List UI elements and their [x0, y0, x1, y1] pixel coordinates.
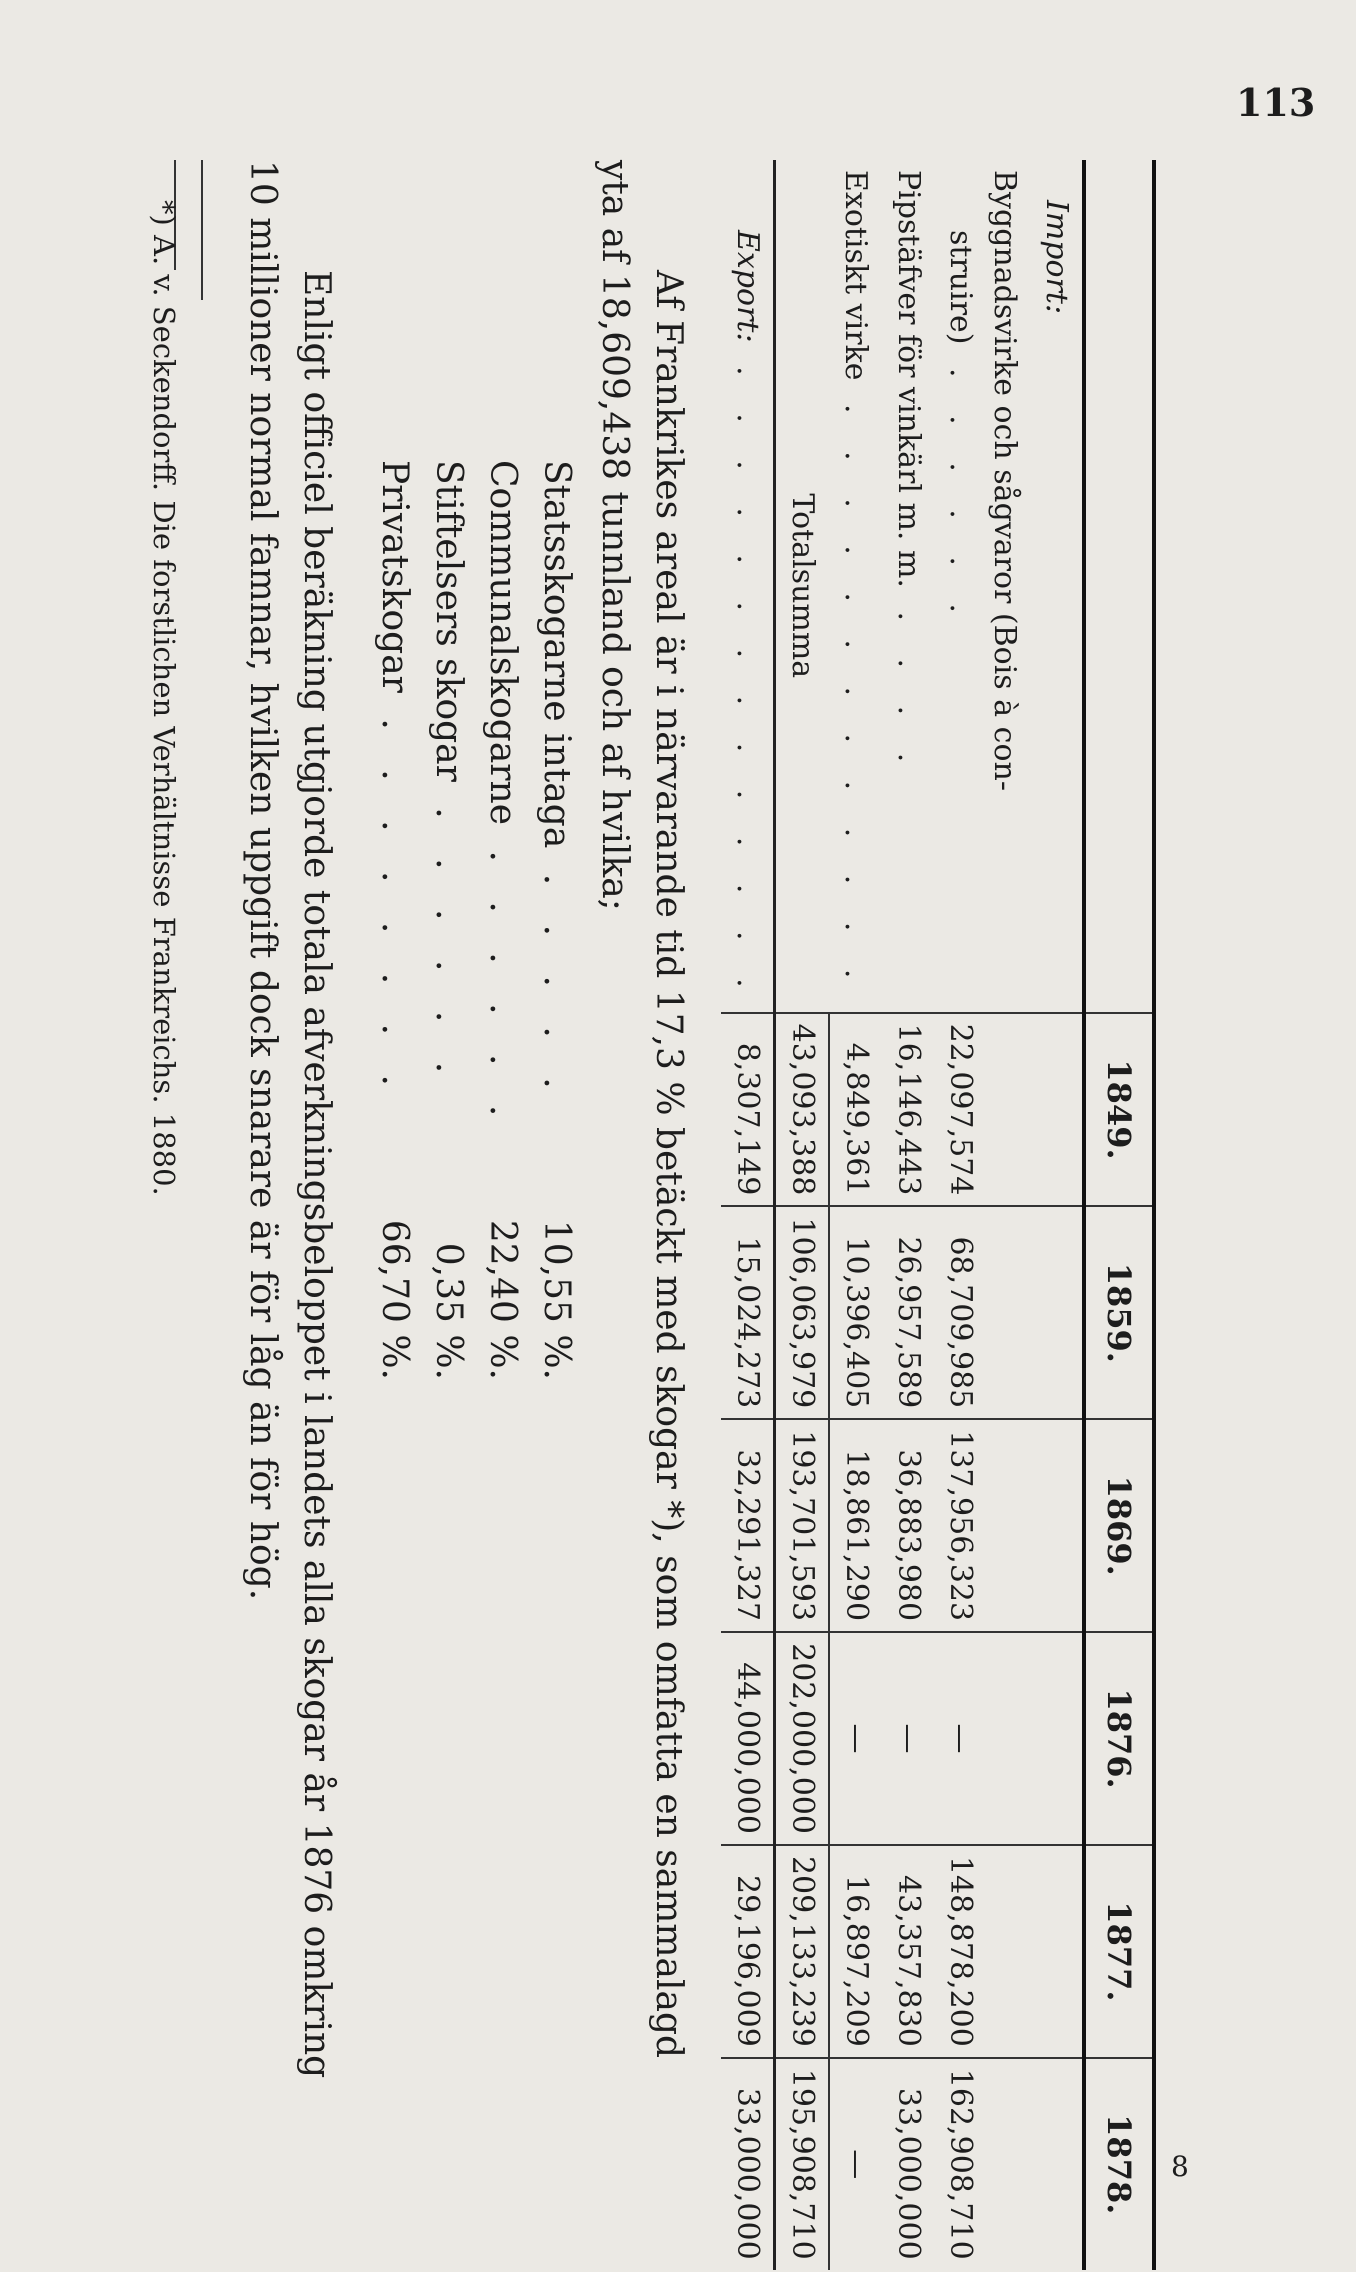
- col-header: 1876.: [1084, 1632, 1154, 1845]
- cell: 44,000,000: [721, 1632, 775, 1845]
- list-item: Stiftelsers skogar . . . . . . 0,35 %.: [421, 160, 475, 2110]
- page-content: [143, 160, 1156, 2260]
- list-item: Statsskogarne intaga . . . . . 10,55 %.: [529, 160, 583, 2110]
- row-label: Pipstäfver för vinkärl m. m.: [891, 170, 926, 588]
- list-item-value: 66,70 %.: [374, 1219, 415, 1380]
- forest-ownership-list: [367, 160, 583, 2110]
- cell: 33,000,000: [721, 2058, 775, 2270]
- cell: 33,000,000: [882, 2058, 934, 2270]
- col-header: 1878.: [1084, 2058, 1154, 2270]
- cell: 162,908,710: [934, 2058, 1030, 2270]
- list-item: Communalskogarne . . . . . . 22,40 %.: [475, 160, 529, 2110]
- cell: —: [882, 1632, 934, 1845]
- list-item-value: 10,55 %.: [536, 1219, 577, 1380]
- table-row: Exotiskt virke . . . . . . . . . . . . . 4,849,361 10,396,405 18,861,290 — 16,897,209 —: [829, 160, 882, 2270]
- list-item-label: Statsskogarne intaga: [536, 460, 577, 849]
- footnote-rule: [201, 160, 203, 300]
- cell: 16,146,443: [882, 1013, 934, 1207]
- cell: 193,701,593: [775, 1419, 830, 1632]
- row-label: Byggnadsvirke och sågvaror (Bois à con- struire) . . . . . .: [934, 160, 1030, 1013]
- cell: —: [934, 1632, 1030, 1845]
- cell: 43,093,388: [775, 1013, 830, 1207]
- import-heading: Import:: [1039, 200, 1074, 315]
- cell: 209,133,239: [775, 1845, 830, 2058]
- row-label-line1: Byggnadsvirke och sågvaror (Bois à con-: [987, 170, 1022, 791]
- cell: 137,956,323: [934, 1419, 1030, 1632]
- footnote: *) A. v. Seckendorff. Die forstlichen Verhältnisse Frankreichs. 1880.: [147, 200, 181, 1196]
- list-item-value: 22,40 %.: [482, 1219, 523, 1380]
- cell: 15,024,273: [721, 1206, 775, 1419]
- trade-table: [721, 160, 1156, 2270]
- list-item-label: Communalskogarne: [482, 460, 523, 826]
- list-item-label: Privatskogar: [374, 460, 415, 693]
- cell: 29,196,009: [721, 1845, 775, 2058]
- cell: 32,291,327: [721, 1419, 775, 1632]
- paragraph-forest-area: Af Frankrikes areal är i närvarande tid 17,3 % betäckt med skogar *), som omfatta en sammalagd yta af 18,609,438 tunnland och af hvilka;: [594, 160, 689, 2059]
- cell: 8,307,149: [721, 1013, 775, 1207]
- list-item-value: 0,35 %.: [428, 1242, 469, 1380]
- col-header: 1877.: [1084, 1845, 1154, 2058]
- cell: 4,849,361: [829, 1013, 882, 1207]
- paragraph-felling: Enligt officiel beräkning utgjorde totala afverkningsbeloppet i landets alla skogar år 1876 omkring 10 millioner normal famnar, hvilken uppgift dock snarare är för låg än för hög.: [242, 160, 337, 2079]
- table-row: [1030, 160, 1084, 2270]
- cell: 16,897,209: [829, 1845, 882, 2058]
- cell: 195,908,710: [775, 2058, 830, 2270]
- cell: 26,957,589: [882, 1206, 934, 1419]
- list-item-label: Stiftelsers skogar: [428, 460, 469, 782]
- row-label: Exotiskt virke: [838, 170, 874, 381]
- list-item: Privatskogar . . . . . . . . 66,70 %.: [367, 160, 421, 2110]
- row-label: Export:: [730, 230, 765, 343]
- table-header-label-col: [1084, 160, 1154, 1013]
- sheet-signature-number: 8: [1171, 2150, 1189, 2183]
- page-number: 113: [1236, 80, 1316, 125]
- cell: 43,357,830: [882, 1845, 934, 2058]
- cell: —: [829, 1632, 882, 1845]
- table-row: Pipstäfver för vinkärl m. m. . . . . 16,146,443 26,957,589 36,883,980 — 43,357,830 33,000,000: [882, 160, 934, 2270]
- table-row: Export: . . . . . . . . . . . . . . 8,307,149 15,024,273 32,291,327 44,000,000 29,196,009 33,000,000: [721, 160, 775, 2270]
- row-label-line2: struire): [943, 230, 978, 345]
- cell: 18,861,290: [829, 1419, 882, 1632]
- col-header: 1859.: [1084, 1206, 1154, 1419]
- col-header: 1869.: [1084, 1419, 1154, 1632]
- row-label: Totalsumma: [775, 160, 830, 1013]
- cell: 202,000,000: [775, 1632, 830, 1845]
- cell: 106,063,979: [775, 1206, 830, 1419]
- cell: 36,883,980: [882, 1419, 934, 1632]
- cell: 22,097,574: [934, 1013, 1030, 1207]
- col-header: 1849.: [1084, 1013, 1154, 1207]
- table-row-total: [775, 160, 830, 2270]
- cell: 148,878,200: [934, 1845, 1030, 2058]
- cell: —: [829, 2058, 882, 2270]
- cell: 68,709,985: [934, 1206, 1030, 1419]
- table-row: [934, 160, 1030, 2270]
- table-header-row: [1084, 160, 1154, 2270]
- cell: 10,396,405: [829, 1206, 882, 1419]
